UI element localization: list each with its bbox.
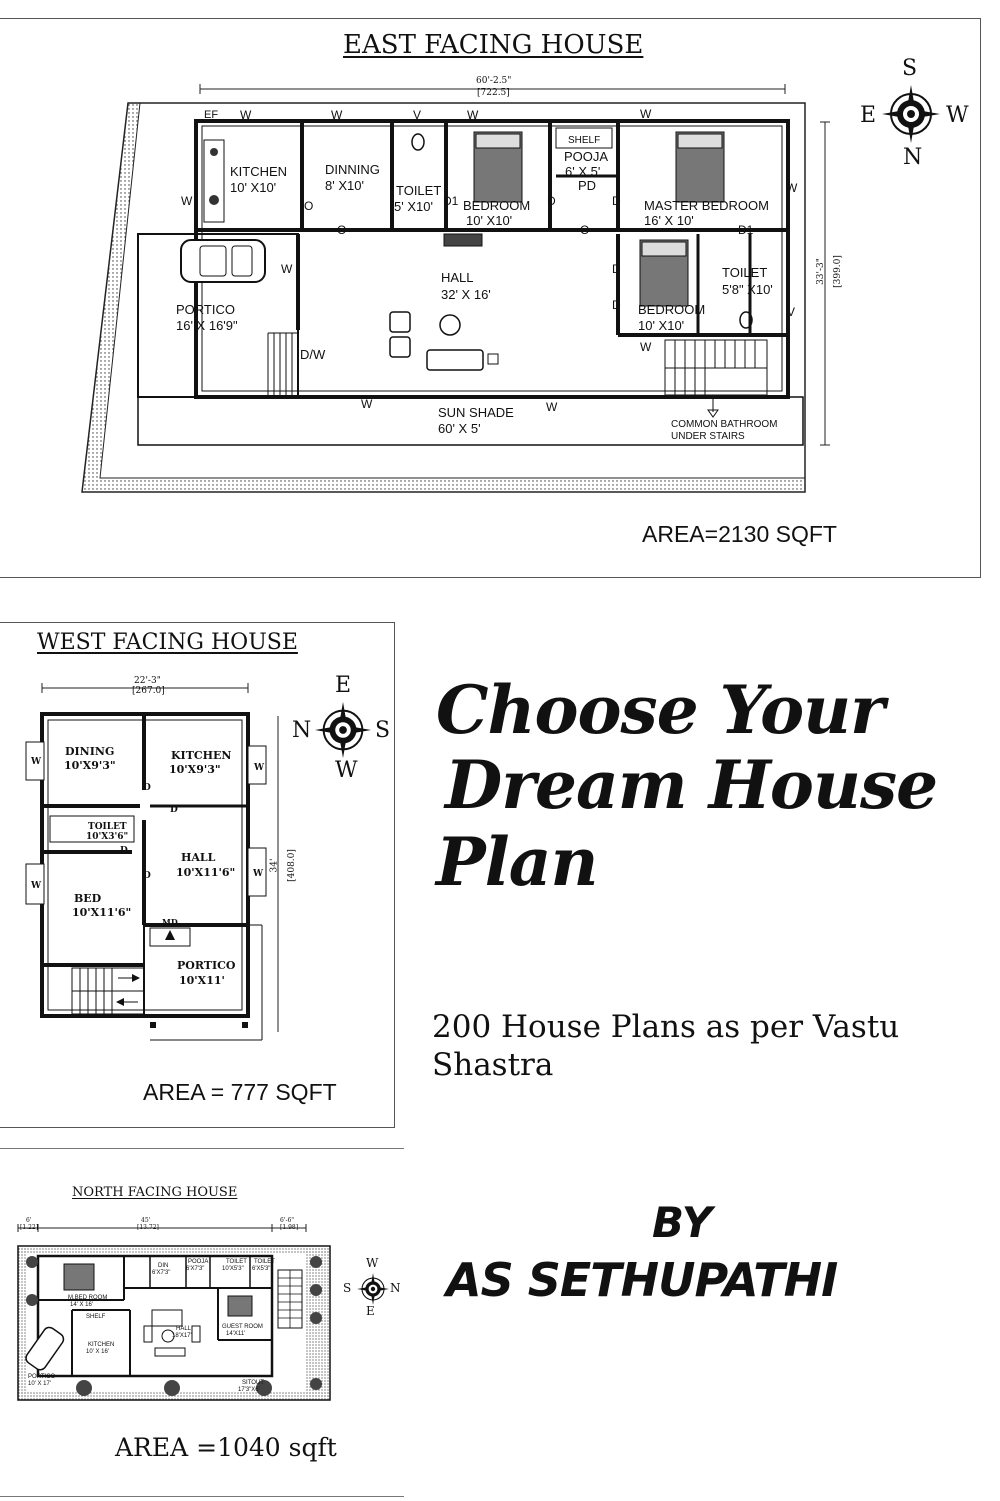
north-area: AREA =1040 sqft bbox=[115, 1433, 337, 1462]
west-compass-w: W bbox=[335, 758, 358, 783]
west-area: AREA = 777 SQFT bbox=[143, 1079, 337, 1105]
cover-title-line-2: Dream House bbox=[445, 746, 938, 824]
west-kitchen: KITCHEN bbox=[171, 749, 232, 762]
east-width-dim: 60'-2.5" bbox=[476, 76, 512, 86]
west-mark-w2: W bbox=[254, 763, 265, 773]
north-compass-s: S bbox=[343, 1281, 352, 1295]
west-width-dim2: [267.0] bbox=[132, 686, 165, 696]
west-compass-icon bbox=[313, 700, 373, 760]
west-kitchen-size: 10'X9'3" bbox=[169, 763, 221, 776]
east-plan-title: EAST FACING HOUSE bbox=[343, 30, 644, 60]
west-mark-d3: D bbox=[120, 846, 128, 856]
east-mark-w1: W bbox=[240, 108, 252, 122]
west-portico: PORTICO bbox=[177, 959, 236, 972]
north-sitout: SITOUT bbox=[242, 1380, 264, 1386]
east-depth-dim2: [399.0] bbox=[832, 255, 843, 288]
west-dining: DINING bbox=[65, 745, 115, 758]
east-hall: HALL bbox=[441, 270, 474, 285]
north-kitchen-size: 10' X 16' bbox=[86, 1349, 109, 1355]
north-dim-mid2: [13.72] bbox=[137, 1224, 159, 1231]
north-dining: DIN bbox=[158, 1263, 169, 1269]
east-dining-size: 8' X10' bbox=[325, 178, 364, 193]
north-shelf: SHELF bbox=[86, 1314, 106, 1320]
east-mark-w7: W bbox=[281, 262, 293, 276]
north-guest-size: 14'X11' bbox=[226, 1331, 246, 1337]
cover-title-line-1: Choose Your bbox=[436, 671, 884, 749]
cover-subtitle-line-2: Shastra bbox=[432, 1047, 554, 1083]
east-mark-v2: V bbox=[787, 305, 796, 319]
north-dining-size: 6'X7'3" bbox=[152, 1270, 171, 1276]
west-mark-d2: D bbox=[170, 805, 178, 815]
north-compass-e: E bbox=[366, 1304, 375, 1318]
east-hall-size: 32' X 16' bbox=[441, 287, 491, 302]
north-plan-title: NORTH FACING HOUSE bbox=[72, 1185, 238, 1200]
north-dim-left2: [1.22] bbox=[20, 1224, 39, 1231]
west-toilet: TOILET bbox=[88, 822, 127, 832]
east-compass-s: S bbox=[902, 56, 918, 81]
north-panel-bottom-rule bbox=[0, 1496, 404, 1497]
east-depth-dim: 33'-3" bbox=[815, 258, 826, 285]
west-md: MD bbox=[162, 917, 178, 927]
east-sunshade: SUN SHADE bbox=[438, 405, 514, 420]
east-mark-d1a: D1 bbox=[443, 194, 459, 208]
north-hall: HALL bbox=[176, 1326, 192, 1332]
car-icon bbox=[181, 240, 265, 282]
west-hall: HALL bbox=[181, 851, 216, 864]
east-mark-d-d: D bbox=[612, 298, 621, 312]
east-portico-size: 16' X 16'9" bbox=[176, 318, 238, 333]
east-pooja-size: 6' X 5' bbox=[565, 164, 601, 179]
north-dim-right: 6'-6" bbox=[280, 1217, 295, 1224]
east-mark-w9: W bbox=[361, 397, 373, 411]
east-toilet1-size: 5' X10' bbox=[394, 199, 433, 214]
cover-by: BY bbox=[652, 1198, 713, 1247]
east-mark-v1: V bbox=[413, 108, 422, 122]
north-portico: PORTICO bbox=[28, 1374, 56, 1380]
east-mark-w10: W bbox=[546, 400, 558, 414]
north-panel-top-rule bbox=[0, 1148, 404, 1149]
north-pooja: POOJA bbox=[188, 1259, 209, 1265]
east-mark-w5: W bbox=[181, 194, 193, 208]
east-dw: D/W bbox=[300, 347, 326, 362]
east-kitchen: KITCHEN bbox=[230, 164, 288, 179]
west-compass-n: N bbox=[292, 718, 312, 743]
west-toilet-size: 10'X3'6" bbox=[86, 832, 129, 842]
east-portico: PORTICO bbox=[176, 302, 235, 317]
east-mark-o3: O bbox=[580, 223, 590, 237]
east-mark-w2: W bbox=[331, 108, 343, 122]
east-master-bedroom-size: 16' X 10' bbox=[644, 213, 694, 228]
east-dining: DINNING bbox=[325, 162, 380, 177]
east-mark-d-b: D bbox=[612, 194, 621, 208]
east-toilet2: TOILET bbox=[722, 265, 768, 280]
east-mark-w4: W bbox=[640, 107, 652, 121]
west-bed: BED bbox=[74, 892, 102, 905]
west-dining-size: 10'X9'3" bbox=[64, 759, 116, 772]
east-under-stairs: UNDER STAIRS bbox=[671, 431, 745, 442]
east-pd: PD bbox=[578, 178, 597, 193]
west-mark-w3: W bbox=[253, 869, 264, 879]
north-guest: GUEST ROOM bbox=[222, 1324, 263, 1330]
east-mark-d-c: D bbox=[612, 262, 621, 276]
east-width-dim2: [722.5] bbox=[477, 88, 510, 98]
east-bedroom1: BEDROOM bbox=[463, 198, 531, 213]
north-toilet2: TOILET bbox=[254, 1259, 275, 1265]
north-dim-right2: [1.98] bbox=[280, 1224, 299, 1231]
north-dim-mid: 45' bbox=[141, 1217, 151, 1224]
east-master-bedroom: MASTER BEDROOM bbox=[644, 198, 769, 213]
north-pooja-size: 6'X7'3" bbox=[186, 1266, 205, 1272]
east-mark-ef: EF bbox=[204, 109, 219, 121]
north-kitchen: KITCHEN bbox=[88, 1342, 115, 1348]
north-toilet1-size: 10'X5'3" bbox=[222, 1266, 244, 1272]
east-toilet1: TOILET bbox=[396, 183, 442, 198]
east-bedroom1-size: 10' X10' bbox=[466, 213, 513, 228]
east-mark-w3: W bbox=[467, 108, 479, 122]
east-compass-icon bbox=[880, 83, 942, 145]
east-mark-w6: W bbox=[786, 181, 798, 195]
north-toilet2-size: 6'X5'3" bbox=[252, 1266, 271, 1272]
west-mark-d4: D bbox=[143, 871, 151, 881]
north-compass-icon bbox=[356, 1272, 390, 1306]
east-mark-w8: W bbox=[640, 340, 652, 354]
east-pooja: POOJA bbox=[564, 149, 609, 164]
west-hall-size: 10'X11'6" bbox=[176, 866, 236, 879]
west-plan-title: WEST FACING HOUSE bbox=[37, 630, 298, 655]
east-compass-n: N bbox=[903, 145, 923, 170]
north-compass-n: N bbox=[390, 1281, 401, 1295]
west-bed-size: 10'X11'6" bbox=[72, 906, 132, 919]
east-compass-e: E bbox=[860, 103, 877, 128]
east-mark-o2: O bbox=[337, 223, 347, 237]
north-master: M.BED ROOM bbox=[68, 1295, 108, 1301]
north-master-size: 14' X 16' bbox=[70, 1302, 93, 1308]
cover-title-line-3: Plan bbox=[436, 823, 598, 901]
west-depth-dim2: [408.0] bbox=[286, 849, 297, 882]
north-hall-size: 18'X17' bbox=[172, 1333, 192, 1339]
north-portico-size: 10' X 17' bbox=[28, 1381, 51, 1387]
north-dim-left: 6' bbox=[26, 1217, 32, 1224]
cover-author: AS SETHUPATHI bbox=[446, 1253, 838, 1307]
north-plan-drawing bbox=[0, 1210, 400, 1410]
north-sitout-size: 17'3"X6' bbox=[238, 1387, 260, 1393]
west-portico-size: 10'X11' bbox=[179, 974, 225, 987]
east-mark-d1b: D1 bbox=[738, 223, 754, 237]
east-bedroom2: BEDROOM bbox=[638, 302, 706, 317]
north-compass-w: W bbox=[366, 1256, 379, 1270]
east-common-bathroom: COMMON BATHROOM bbox=[671, 419, 778, 430]
west-mark-d1: D bbox=[143, 783, 151, 793]
east-toilet2-size: 5'8" X10' bbox=[722, 282, 773, 297]
north-toilet1: TOILET bbox=[226, 1259, 247, 1265]
west-width-dim: 22'-3" bbox=[134, 676, 161, 686]
west-compass-e: E bbox=[335, 673, 352, 698]
east-compass-w: W bbox=[946, 103, 969, 128]
west-mark-w4: W bbox=[31, 881, 42, 891]
east-shelf: SHELF bbox=[568, 135, 601, 146]
west-depth-dim: 34' bbox=[269, 858, 280, 873]
west-compass-s: S bbox=[375, 718, 391, 743]
east-bedroom2-size: 10' X10' bbox=[638, 318, 685, 333]
east-kitchen-size: 10' X10' bbox=[230, 180, 277, 195]
west-mark-w1: W bbox=[31, 757, 42, 767]
east-mark-d-a: D bbox=[547, 194, 556, 208]
east-sunshade-size: 60' X 5' bbox=[438, 421, 481, 436]
cover-subtitle-line-1: 200 House Plans as per Vastu bbox=[432, 1009, 900, 1045]
east-mark-o1: O bbox=[304, 199, 314, 213]
east-area: AREA=2130 SQFT bbox=[642, 521, 837, 547]
